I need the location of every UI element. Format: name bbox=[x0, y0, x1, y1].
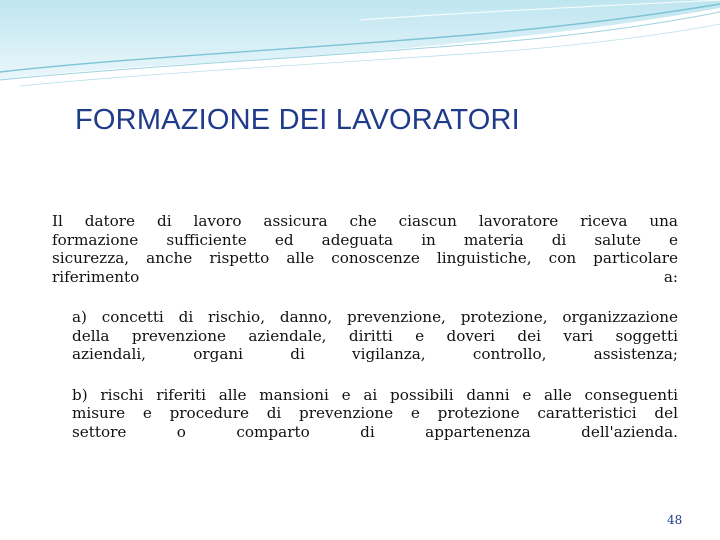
text-line: Il datore di lavoro assicura che ciascun lavoratore riceva una bbox=[52, 212, 678, 230]
intro-paragraph bbox=[52, 212, 678, 286]
page-number: 48 bbox=[667, 513, 683, 527]
text-line: misure e procedure di prevenzione e protezione caratteristici del bbox=[72, 404, 678, 422]
header-wave-decoration bbox=[0, 0, 720, 100]
text-line: formazione sufficiente ed adeguata in materia di salute e bbox=[52, 230, 678, 249]
list-item-b bbox=[52, 386, 678, 442]
text-line: riferimento a: bbox=[52, 267, 678, 286]
slide-title: FORMAZIONE DEI LAVORATORI bbox=[75, 104, 520, 136]
list-item-a bbox=[52, 308, 678, 364]
text-line: aziendali, organi di vigilanza, controllo, assistenza; bbox=[72, 345, 678, 363]
text-line: settore o comparto di appartenenza dell'azienda. bbox=[72, 422, 678, 441]
text-line: b) rischi riferiti alle mansioni e ai possibili danni e alle conseguenti bbox=[72, 385, 678, 404]
slide-body bbox=[52, 212, 678, 463]
text-line: della prevenzione aziendale, diritti e doveri dei vari soggetti bbox=[72, 326, 678, 345]
text-line: sicurezza, anche rispetto alle conoscenze linguistiche, con particolare bbox=[52, 249, 678, 267]
text-line: a) concetti di rischio, danno, prevenzione, protezione, organizzazione bbox=[72, 308, 678, 326]
